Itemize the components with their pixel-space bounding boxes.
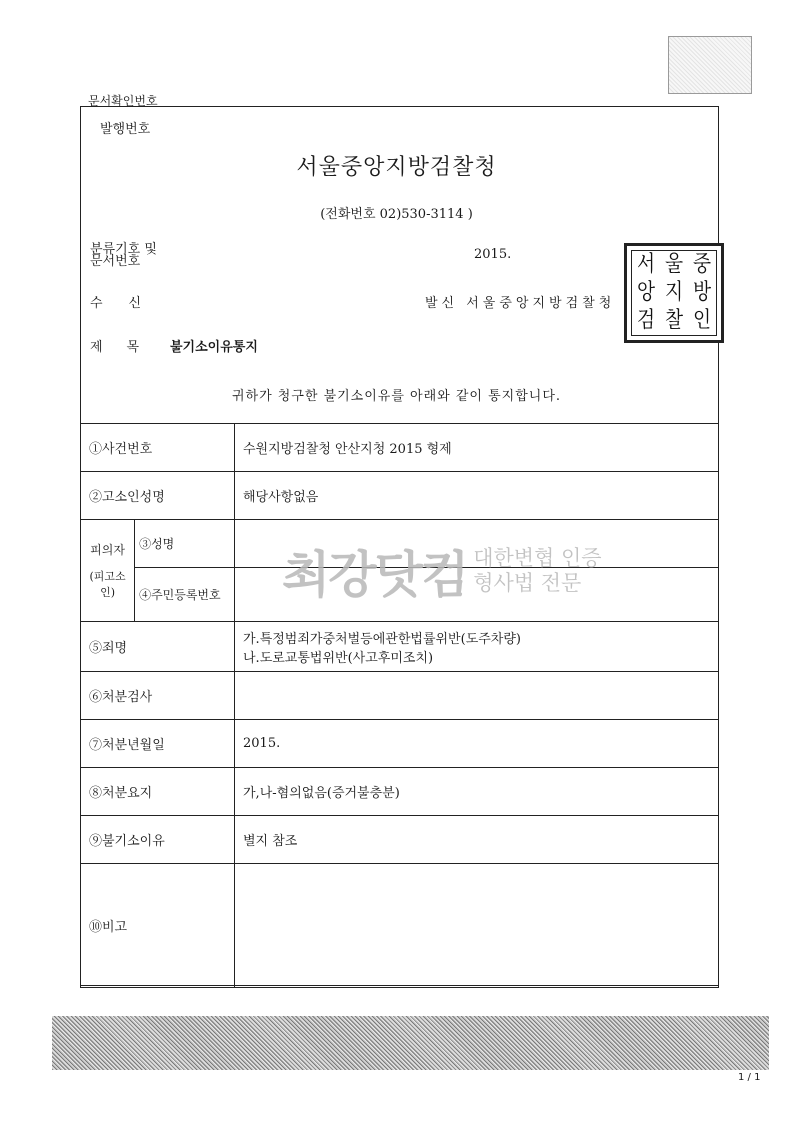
seal-char: 찰: [664, 308, 684, 333]
redacted-band: [52, 1016, 769, 1070]
table-row: [81, 472, 719, 520]
notice-text: 귀하가 청구한 불기소이유를 아래와 같이 통지합니다.: [231, 389, 562, 404]
watermark-tagline: [473, 546, 601, 596]
subject-value: 불기소이유통지: [170, 340, 258, 355]
classification-label: 분류기호 및 문서번호: [90, 242, 157, 269]
non-prosecution-reason-label: ⑨불기소이유: [81, 816, 235, 864]
complainant-label: ②고소인성명: [81, 472, 235, 520]
doc-confirm-label: 문서확인번호: [88, 94, 158, 108]
disposition-table: [80, 423, 719, 988]
case-number-value: 수원지방검찰청 안산지청 2015 형제: [235, 424, 719, 472]
suspect-header: [81, 520, 135, 622]
charge-item: 가.특정범죄가중처벌등에관한법률위반(도주차량): [243, 631, 521, 647]
disposition-date-value: 2015.: [235, 720, 719, 768]
charges-label: ⑤죄명: [81, 622, 235, 672]
seal-char: 서: [636, 252, 656, 277]
suspect-sublabel: (피고소인): [89, 570, 126, 599]
charge-item: 나.도로교통법위반(사고후미조치): [243, 650, 434, 666]
table-row: [81, 816, 719, 864]
remarks-value: [235, 864, 719, 988]
table-row: [81, 424, 719, 472]
seal-char: 울: [664, 252, 684, 277]
disposition-summary-value: 가,나-혐의없음(증거불충분): [235, 768, 719, 816]
watermark: [282, 535, 602, 607]
non-prosecution-reason-value: 별지 참조: [235, 816, 719, 864]
watermark-line-2: 형사법 전문: [473, 571, 582, 595]
prosecutor-value: [235, 672, 719, 720]
disposition-date-label: ⑦처분년월일: [81, 720, 235, 768]
table-row: [81, 768, 719, 816]
document-date: 2015.: [474, 247, 512, 262]
recipient-label: 수신: [90, 296, 168, 311]
subject-label: 제목: [90, 340, 164, 355]
watermark-brand: 최강닷컴: [282, 546, 468, 604]
remarks-label: ⑩비고: [81, 864, 235, 988]
seal-char: 검: [636, 308, 656, 333]
rrn-label: ④주민등록번호: [135, 568, 235, 622]
case-number-label: ①사건번호: [81, 424, 235, 472]
phone-number: (전화번호 02)530-3114 ): [320, 207, 473, 222]
seal-char: 중: [692, 252, 712, 277]
table-row: [81, 720, 719, 768]
official-seal: [624, 243, 724, 343]
sender-line: 발신 서울중앙지방검찰청: [425, 296, 616, 311]
watermark-line-1: 대한변협 인증: [473, 546, 602, 570]
table-row: [81, 672, 719, 720]
disposition-summary-label: ⑧처분요지: [81, 768, 235, 816]
page-number: 1 / 1: [738, 1072, 761, 1083]
table-row: [81, 622, 719, 672]
organization-title: 서울중앙지방검찰청: [296, 155, 497, 180]
suspect-label: 피의자: [90, 543, 125, 557]
charges-value: [235, 622, 719, 672]
seal-char: 지: [664, 280, 684, 305]
complainant-value: 해당사항없음: [235, 472, 719, 520]
seal-char: 방: [692, 280, 712, 305]
seal-char: 앙: [636, 280, 656, 305]
issue-number-label: 발행번호: [100, 122, 151, 137]
seal-char: 인: [692, 308, 712, 333]
table-row: [81, 864, 719, 988]
prosecutor-label: ⑥처분검사: [81, 672, 235, 720]
corner-stamp-box: [668, 36, 752, 94]
name-label: ③성명: [135, 520, 235, 568]
